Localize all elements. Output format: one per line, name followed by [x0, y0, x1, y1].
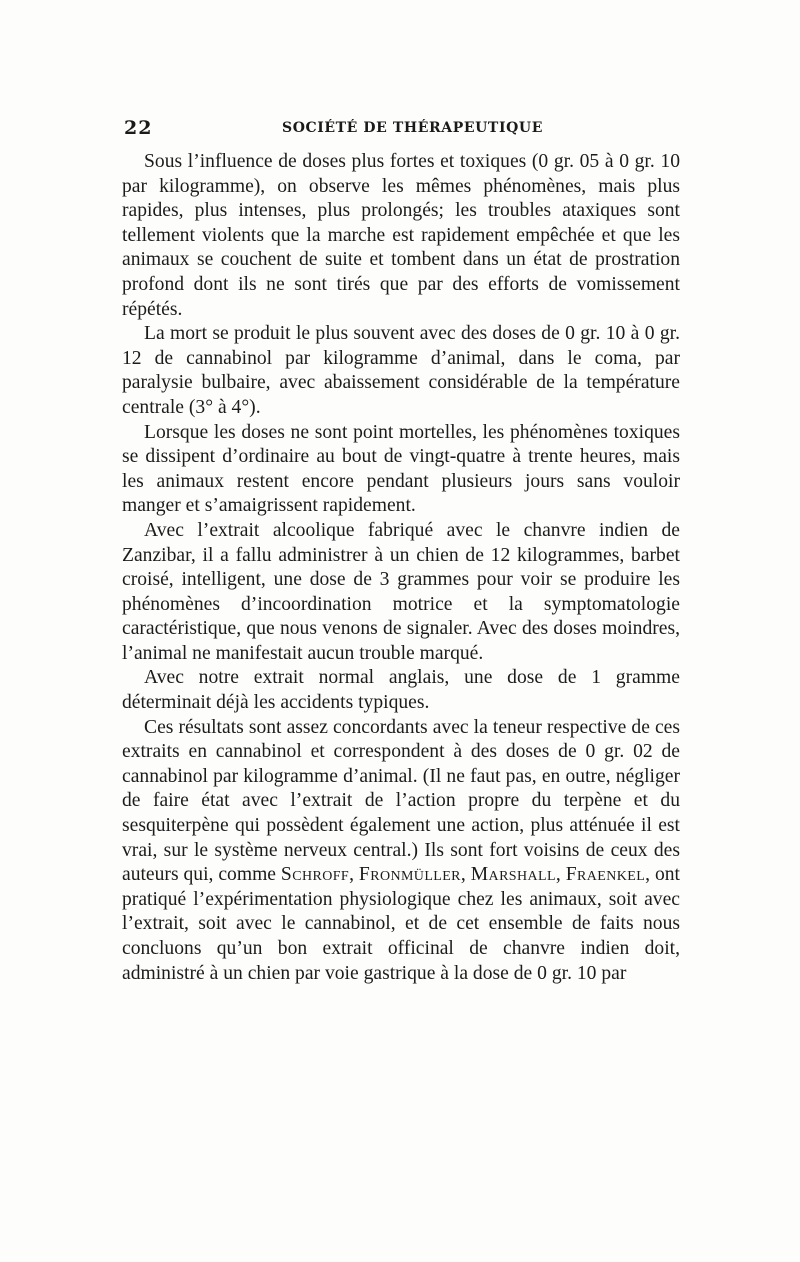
separator: , — [460, 864, 471, 886]
paragraph: Sous l’influence de doses plus fortes et toxiques (0 gr. 05 à 0 gr. 10 par kilogramme), on observe les mêmes phénomènes, mais plus rapides, plus intenses, plus prolongés; les troubles ataxiques sont tellement violents que la marche est rapidement empêchée et que les animaux se couchent de suite et tombent dans un état de prostration profond dont ils ne sont tirés que par des efforts de vomissement répétés. — [122, 151, 680, 320]
paragraph: Avec l’extrait alcoolique fabriqué avec le chanvre indien de Zanzibar, il a fallu administrer à un chien de 12 kilogrammes, barbet croisé, intelligent, une dose de 3 grammes pour voir se produire les phénomènes d’incoordination motrice et la symptomatologie caractéristique, que nous venons de signaler. Avec des doses moindres, l’animal ne manifestait aucun trouble marqué. — [122, 519, 680, 664]
page-number: 22 — [124, 117, 153, 139]
paragraph-last — [122, 716, 680, 987]
separator: , — [349, 864, 359, 886]
separator: , — [555, 864, 566, 886]
author-name: Fronmüller — [358, 864, 461, 886]
paragraph: La mort se produit le plus souvent avec des doses de 0 gr. 10 à 0 gr. 12 de cannabinol par kilogramme d’animal, dans le coma, par paralysie bulbaire, avec abaissement considérable de la température centrale (3° à 4°). — [122, 323, 680, 418]
body-text — [122, 150, 680, 986]
author-name: Marshall — [470, 864, 556, 886]
paragraph: Avec notre extrait normal anglais, une dose de 1 gramme déterminait déjà les accidents typiques. — [122, 667, 680, 714]
page-header — [124, 117, 679, 139]
author-name: Schroff — [280, 864, 350, 886]
running-title: SOCIÉTÉ DE THÉRAPEUTIQUE — [282, 120, 543, 136]
paragraph-text: Ces résultats sont assez concordants avec la teneur respective de ces extraits en cannabinol et correspondent à des doses de 0 gr. 02 de cannabinol par kilogramme d’animal. (Il ne faut pas, en outre, négliger de faire état avec l’extrait de l’action propre du terpène et du sesquiterpène qui possèdent également une action, plus atténuée il est vrai, sur le système nerveux central.) Ils sont fort voisins de ceux des auteurs qui, comme — [122, 716, 680, 886]
paragraph-text: , ont pratiqué l’expérimentation physiologique chez les animaux, soit avec l’extrait, soit avec le cannabinol, et de cet ensemble de faits nous concluons qu’un bon extrait officinal de chanvre indien doit, administré à un chien par voie gastrique à la dose de 0 gr. 10 par — [122, 864, 681, 984]
paragraph: Lorsque les doses ne sont point mortelles, les phénomènes toxiques se dissipent d’ordinaire au bout de vingt-quatre à trente heures, mais les animaux restent encore pendant plusieurs jours sans vouloir manger et s’amaigrissent rapidement. — [122, 421, 680, 517]
author-name: Fraenkel — [565, 864, 646, 886]
